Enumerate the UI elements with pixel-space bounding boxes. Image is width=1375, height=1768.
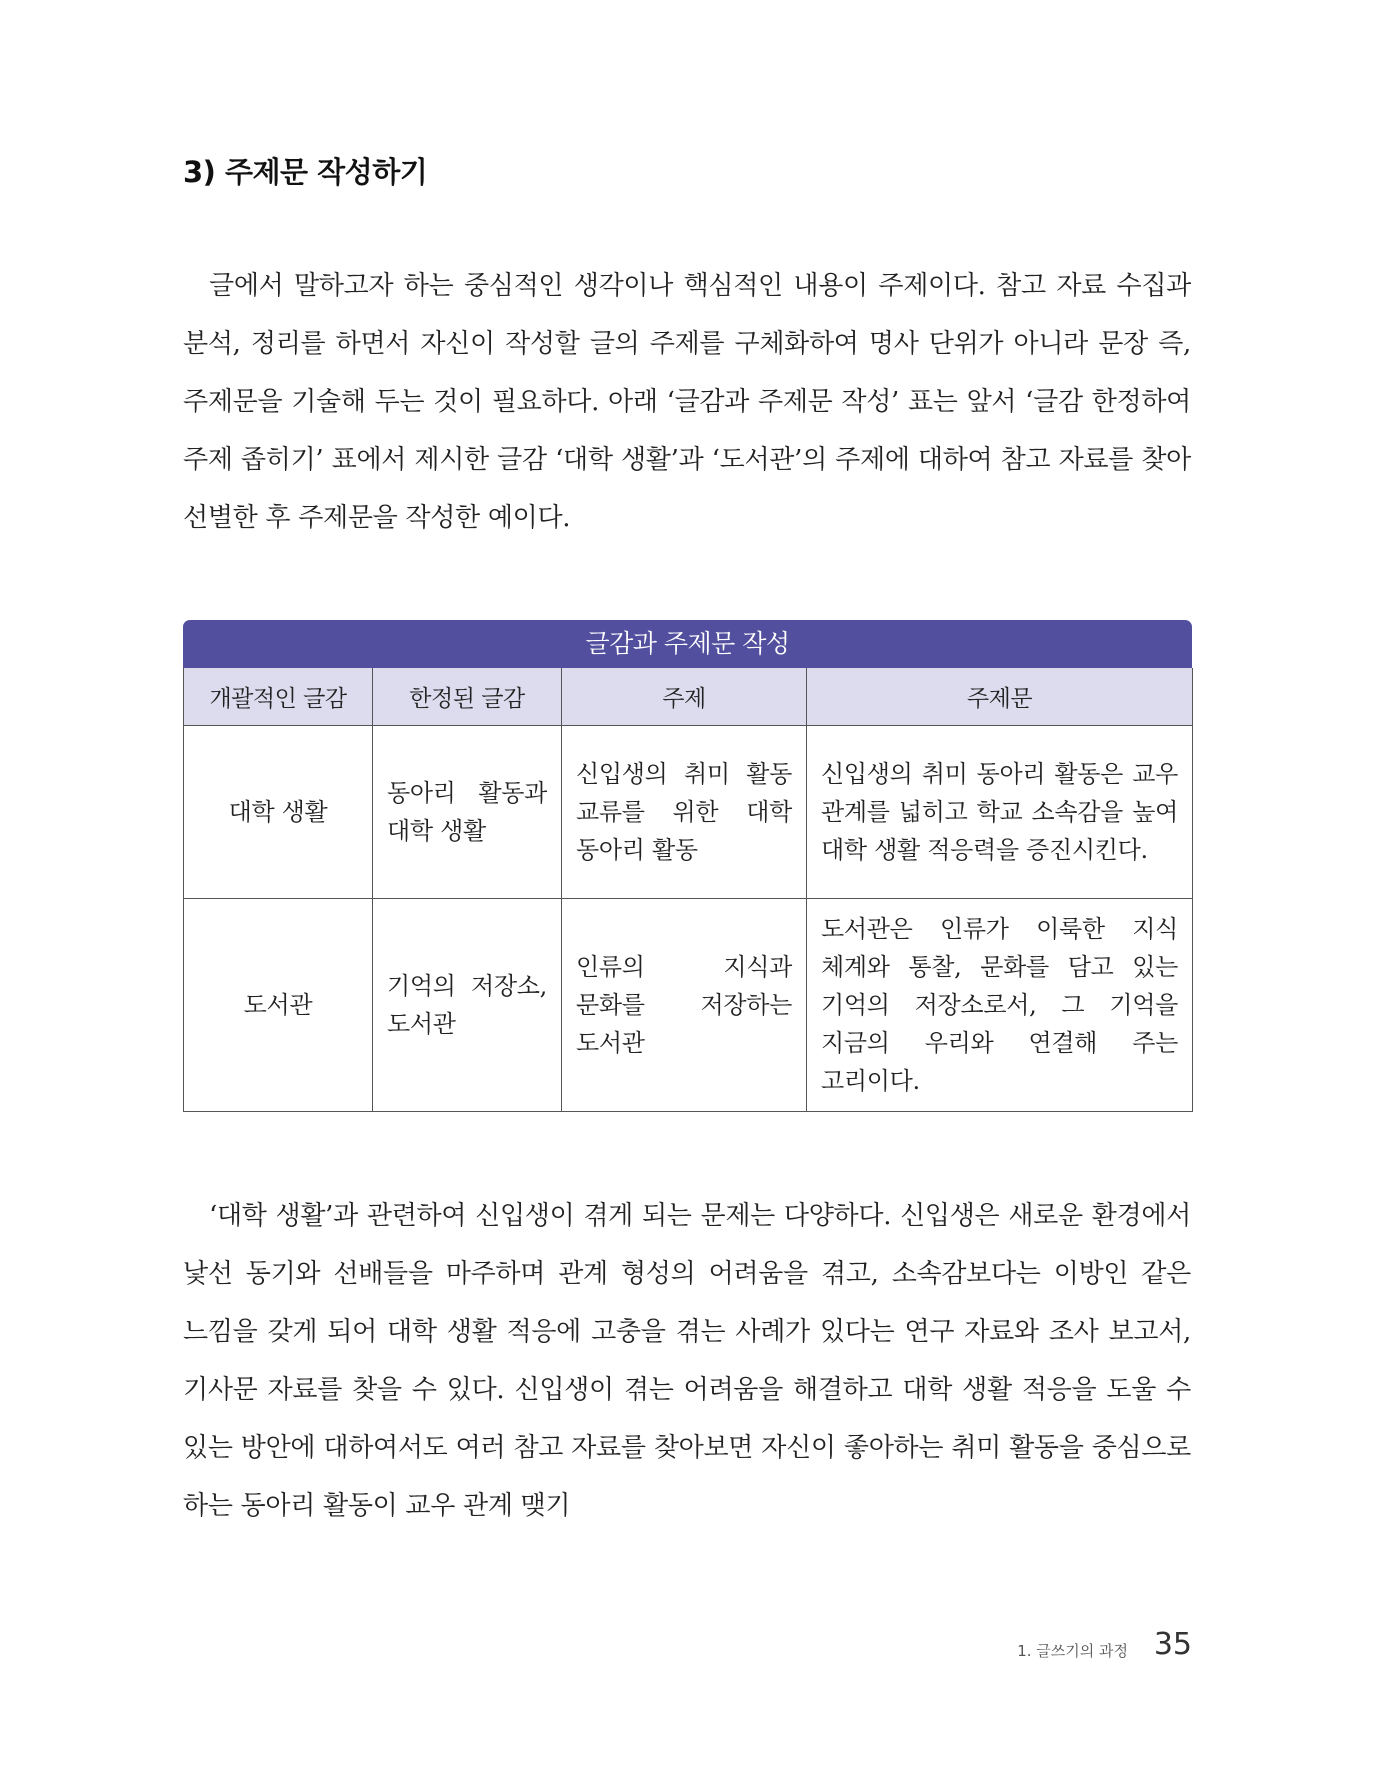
header-topic: 주제 xyxy=(562,668,807,726)
topic-table xyxy=(183,668,1193,1112)
intro-paragraph: 글에서 말하고자 하는 중심적인 생각이나 핵심적인 내용이 주제이다. 참고 자료 수집과 분석, 정리를 하면서 자신이 작성할 글의 주제를 구체화하여 명사 단위가 아니라 문장 즉, 주제문을 기술해 두는 것이 필요하다. 아래 ‘글감과 주제문 작성’ 표는 앞서 ‘글감 한정하여 주제 좁히기’ 표에서 제시한 글감 ‘대학 생활’과 ‘도서관’의 주제에 대하여 참고 자료를 찾아 선별한 후 주제문을 작성한 예이다. xyxy=(183,271,1191,533)
header-topic-sentence: 주제문 xyxy=(807,668,1193,726)
cell-general-material: 대학 생활 xyxy=(184,726,373,899)
header-general-material: 개괄적인 글감 xyxy=(184,668,373,726)
cell-topic-sentence: 신입생의 취미 동아리 활동은 교우 관계를 넓히고 학교 소속감을 높여 대학 생활 적응력을 증진시킨다. xyxy=(807,726,1193,899)
table-row xyxy=(184,726,1193,899)
table-header-row xyxy=(184,668,1193,726)
header-limited-material: 한정된 글감 xyxy=(373,668,562,726)
followup-paragraph: ‘대학 생활’과 관련하여 신입생이 겪게 되는 문제는 다양하다. 신입생은 새로운 환경에서 낯선 동기와 선배들을 마주하며 관계 형성의 어려움을 겪고, 소속감보다는 이방인 같은 느낌을 갖게 되어 대학 생활 적응에 고충을 겪는 사례가 있다는 연구 자료와 조사 보고서, 기사문 자료를 찾을 수 있다. 신입생이 겪는 어려움을 해결하고 대학 생활 적응을 도울 수 있는 방안에 대하여서도 여러 참고 자료를 찾아보면 자신이 좋아하는 취미 활동을 중심으로 하는 동아리 활동이 교우 관계 맺기 xyxy=(183,1201,1191,1521)
page-number: 35 xyxy=(1153,1627,1192,1662)
cell-topic: 인류의 지식과 문화를 저장하는 도서관 xyxy=(562,899,807,1112)
cell-limited-material: 동아리 활동과 대학 생활 xyxy=(373,726,562,899)
cell-limited-material: 기억의 저장소, 도서관 xyxy=(373,899,562,1112)
section-heading: 3) 주제문 작성하기 xyxy=(183,155,428,189)
footer-section-label: 1. 글쓰기의 과정 xyxy=(1017,1642,1128,1660)
table-title: 글감과 주제문 작성 xyxy=(183,620,1192,668)
table-row xyxy=(184,899,1193,1112)
cell-general-material: 도서관 xyxy=(184,899,373,1112)
cell-topic: 신입생의 취미 활동 교류를 위한 대학 동아리 활동 xyxy=(562,726,807,899)
cell-topic-sentence: 도서관은 인류가 이룩한 지식 체계와 통찰, 문화를 담고 있는 기억의 저장소로서, 그 기억을 지금의 우리와 연결해 주는 고리이다. xyxy=(807,899,1193,1112)
topic-table-container xyxy=(183,620,1192,1112)
